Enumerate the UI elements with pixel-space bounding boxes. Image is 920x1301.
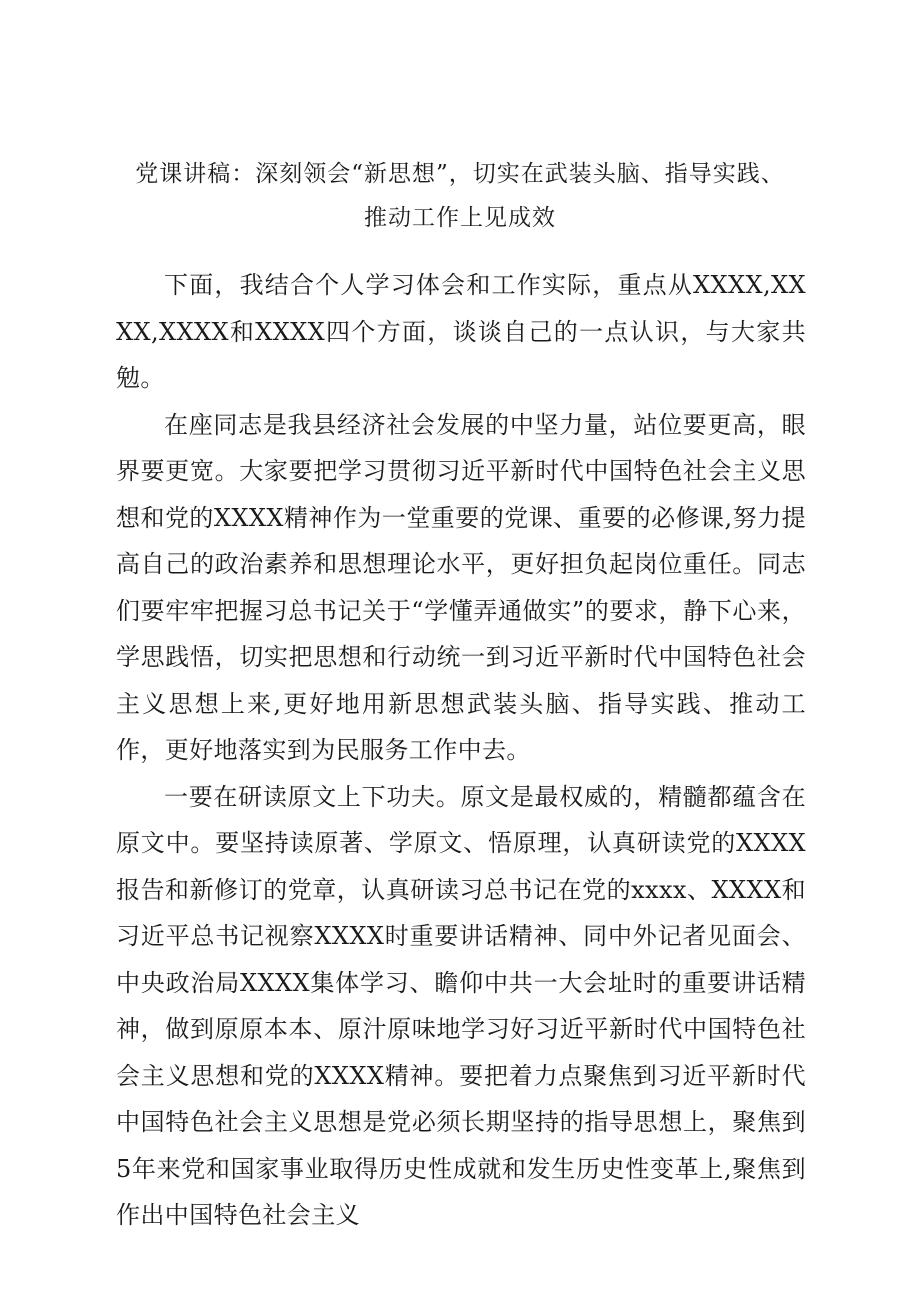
paragraph-main: 在座同志是我县经济社会发展的中坚力量，站位要更高，眼界要更宽。大家要把学习贯彻习近平新时代中国特色社会主义思想和党的XXXX精神作为一堂重要的党课、重要的必修课,努力提高自己的政治素养和思想理论水平，更好担负起岗位重任。同志们要牢牢把握习总书记关于“学懂弄通做实”的要求，静下心来，学思践悟，切实把思想和行动统一到习近平新时代中国特色社会主义思想上来,更好地用新思想武装头脑、指导实践、推动工作，更好地落实到为民服务工作中去。: [116, 410, 806, 764]
paragraph-point-one: 一要在研读原文上下功夫。原文是最权威的，精髓都蕴含在原文中。要坚持读原著、学原文、悟原理，认真研读党的XXXX报告和新修订的党章，认真研读习总书记在党的xxxx、XXXX和习近平总书记视察XXXX时重要讲话精神、同中外记者见面会、中央政治局XXXX集体学习、瞻仰中共一大会址时的重要讲话精神，做到原原本本、原汁原味地学习好习近平新时代中国特色社会主义思想和党的XXXX精神。要把着力点聚焦到习近平新时代中国特色社会主义思想是党必须长期坚持的指导思想上，聚焦到5年来党和国家事业取得历史性成就和发生历史性变革上,聚焦到作出中国特色社会主义: [116, 782, 806, 1229]
paragraph-intro: 下面，我结合个人学习体会和工作实际，重点从XXXX,XXXX,XXXX和XXXX四个方面，谈谈自己的一点认识，与大家共勉。: [116, 271, 806, 392]
title-line-1: 党课讲稿：深刻领会“新思想”，切实在武装头脑、指导实践、: [135, 161, 785, 187]
title-line-2: 推动工作上见成效: [364, 205, 556, 231]
document-body: [116, 262, 806, 1239]
document-title: [100, 152, 820, 240]
